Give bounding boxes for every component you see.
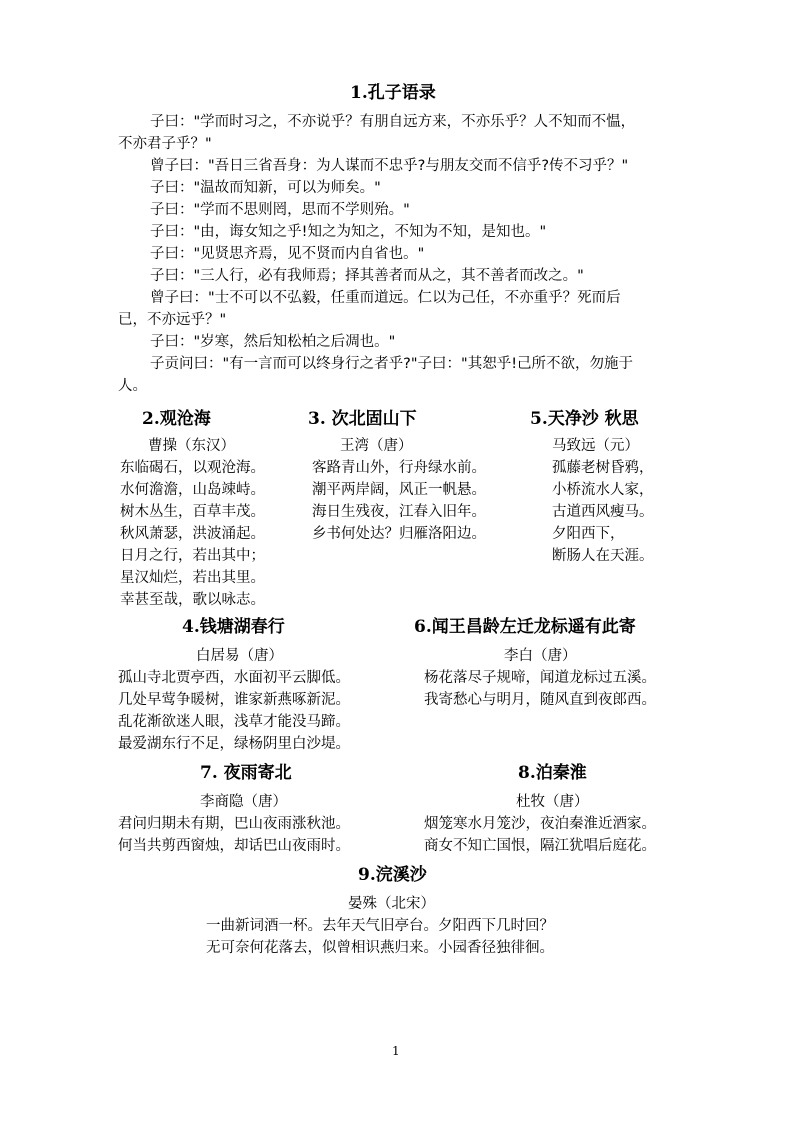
poem-author-6: 李白（唐） <box>504 648 577 664</box>
poem-line: 最爱湖东行不足，绿杨阴里白沙堤。 <box>118 736 350 752</box>
poem-line: 孤山寺北贾亭西，水面初平云脚低。 <box>118 670 350 686</box>
poem-author-3: 王湾（唐） <box>340 438 413 454</box>
poem-title-9: 9.浣溪沙 <box>358 865 427 885</box>
poem-line: 断肠人在天涯。 <box>552 548 654 564</box>
poem-title-6: 6.闻王昌龄左迁龙标遥有此寄 <box>414 617 636 637</box>
poem-line: 树木丛生，百草丰茂。 <box>120 504 265 520</box>
poem-line: 君问归期未有期，巴山夜雨涨秋池。 <box>118 816 350 832</box>
section-1-line: 子曰："学而时习之，不亦说乎？有朋自远方来，不亦乐乎？人不知而不愠， <box>150 114 636 130</box>
section-1-line: 已，不亦远乎？" <box>118 312 227 328</box>
poem-line: 烟笼寒水月笼沙，夜泊秦淮近酒家。 <box>424 816 656 832</box>
section-1-line: 曾子曰："士不可以不弘毅，任重而道远。仁以为己任，不亦重乎？死而后 <box>150 290 621 306</box>
poem-title-8: 8.泊秦淮 <box>518 763 587 783</box>
section-1-line: 子曰："三人行，必有我师焉；择其善者而从之，其不善者而改之。" <box>150 268 584 284</box>
poem-title-5: 5.天净沙 秋思 <box>530 409 639 429</box>
poem-line: 小桥流水人家， <box>552 482 654 498</box>
page-number: 1 <box>392 1044 400 1058</box>
section-1-line: 子贡问曰："有一言而可以终身行之者乎?"子曰："其恕乎!己所不欲，勿施于 <box>150 356 634 372</box>
poem-line: 我寄愁心与明月，随风直到夜郎西。 <box>424 692 656 708</box>
poem-title-3: 3. 次北固山下 <box>308 409 417 429</box>
poem-line: 秋风萧瑟，洪波涌起。 <box>120 526 265 542</box>
poem-author-2: 曹操（东汉） <box>148 438 235 454</box>
poem-line: 孤藤老树昏鸦， <box>552 460 654 476</box>
poem-author-9: 晏殊（北宋） <box>348 896 435 912</box>
section-1-line: 子曰："学而不思则罔，思而不学则殆。" <box>150 202 410 218</box>
section-1-line: 子曰："温故而知新，可以为师矣。" <box>150 180 381 196</box>
poem-title-2: 2.观沧海 <box>142 409 211 429</box>
section-1-line: 人。 <box>118 378 147 394</box>
poem-line: 日月之行，若出其中； <box>120 548 265 564</box>
poem-author-7: 李商隐（唐） <box>200 794 287 810</box>
section-1-line: 曾子曰："吾日三省吾身：为人谋而不忠乎?与朋友交而不信乎?传不习乎？" <box>150 158 629 174</box>
poem-line: 客路青山外，行舟绿水前。 <box>312 460 486 476</box>
poem-title-4: 4.钱塘湖春行 <box>182 617 285 637</box>
poem-line: 乱花渐欲迷人眼，浅草才能没马蹄。 <box>118 714 350 730</box>
poem-line: 商女不知亡国恨，隔江犹唱后庭花。 <box>424 838 656 854</box>
poem-line: 星汉灿烂，若出其里。 <box>120 570 265 586</box>
poem-line: 幸甚至哉，歌以咏志。 <box>120 592 265 608</box>
section-1-line: 不亦君子乎？" <box>118 136 212 152</box>
poem-line: 潮平两岸阔，风正一帆悬。 <box>312 482 486 498</box>
poem-line: 杨花落尽子规啼，闻道龙标过五溪。 <box>424 670 656 686</box>
poem-author-8: 杜牧（唐） <box>516 794 589 810</box>
poem-line: 夕阳西下， <box>552 526 625 542</box>
poem-line: 乡书何处达？归雁洛阳边。 <box>312 526 486 542</box>
poem-line: 水何澹澹，山岛竦峙。 <box>120 482 265 498</box>
poem-author-4: 白居易（唐） <box>196 648 283 664</box>
poem-line: 何当共剪西窗烛，却话巴山夜雨时。 <box>118 838 350 854</box>
poem-line: 无可奈何花落去，似曾相识燕归来。小园香径独徘徊。 <box>206 940 554 956</box>
section-title-1: 1.孔子语录 <box>350 83 436 103</box>
poem-author-5: 马致远（元） <box>552 438 639 454</box>
section-1-line: 子曰："由，诲女知之乎!知之为知之，不知为不知，是知也。" <box>150 224 547 240</box>
section-1-line: 子曰："见贤思齐焉，见不贤而内自省也。" <box>150 246 425 262</box>
poem-line: 海日生残夜，江春入旧年。 <box>312 504 486 520</box>
poem-line: 古道西风瘦马。 <box>552 504 654 520</box>
poem-line: 几处早莺争暖树，谁家新燕啄新泥。 <box>118 692 350 708</box>
poem-line: 一曲新词酒一杯。去年天气旧亭台。夕阳西下几时回？ <box>206 918 554 934</box>
section-1-line: 子曰："岁寒，然后知松柏之后凋也。" <box>150 334 396 350</box>
poem-title-7: 7. 夜雨寄北 <box>200 763 292 783</box>
poem-line: 东临碣石，以观沧海。 <box>120 460 265 476</box>
